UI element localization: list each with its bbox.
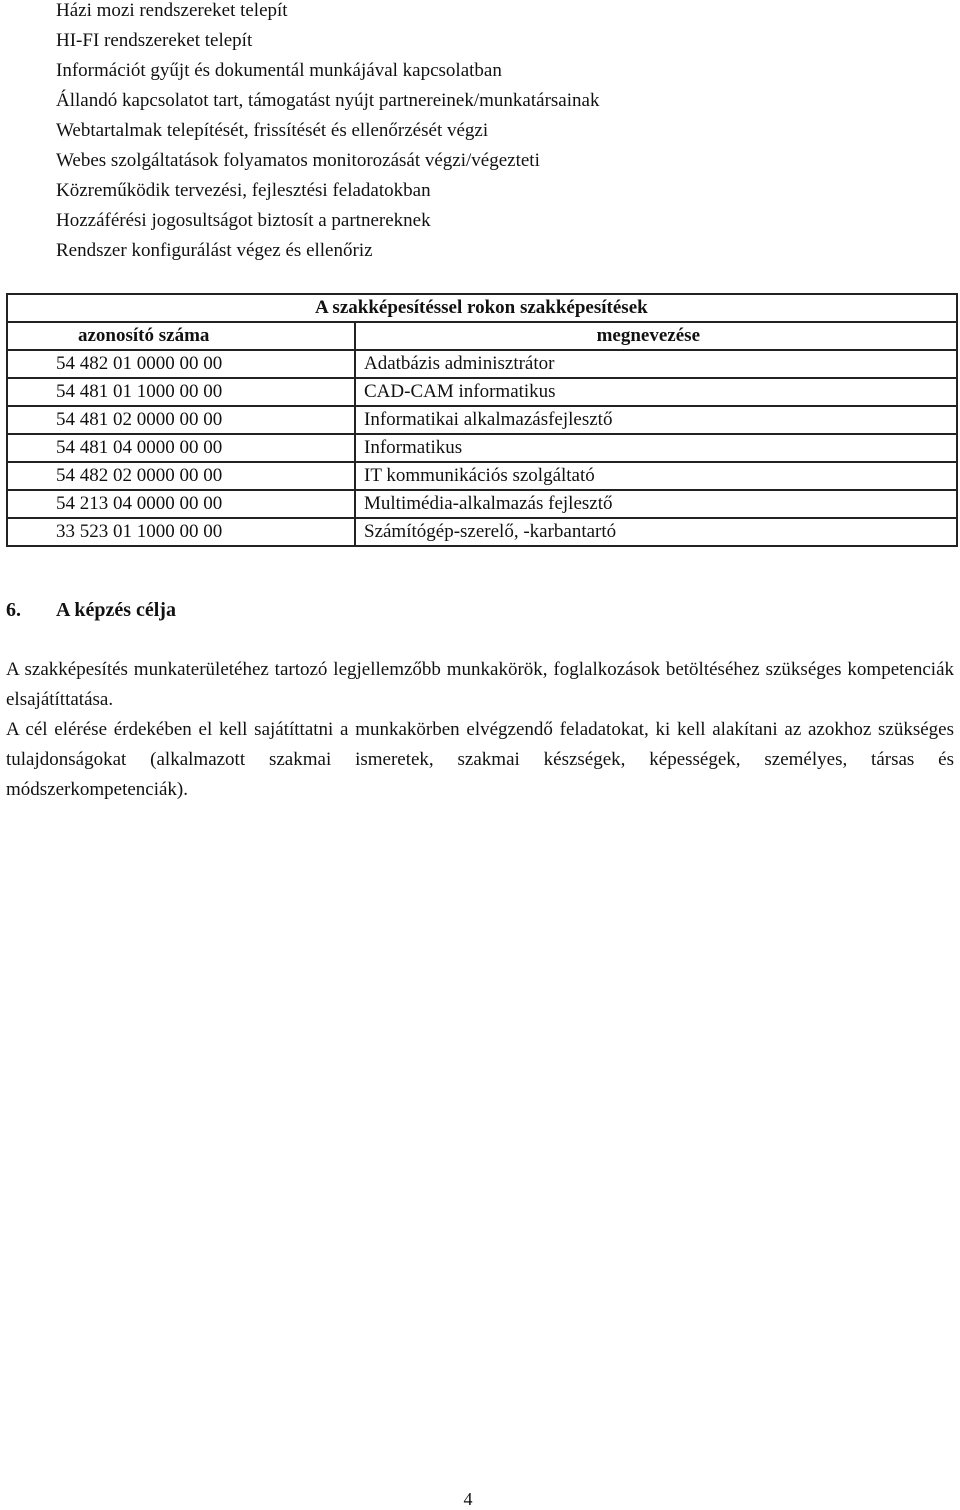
qualification-id: 54 482 01 0000 00 00 — [7, 350, 355, 378]
section-title: A képzés célja — [56, 599, 176, 621]
qualification-id: 54 481 01 1000 00 00 — [7, 378, 355, 406]
task-item: Rendszer konfigurálást végez és ellenőriz — [56, 240, 373, 261]
table-row — [7, 518, 957, 546]
qualification-id: 54 213 04 0000 00 00 — [7, 490, 355, 518]
goal-paragraph: A szakképesítés munkaterületéhez tartozó legjellemzőbb munkakörök, foglalkozások betöltéséhez szükséges kompetenciák elsajátíttatása. — [6, 659, 954, 710]
qualification-id: 33 523 01 1000 00 00 — [7, 518, 355, 546]
qualification-name: CAD-CAM informatikus — [355, 378, 957, 406]
qualification-name: IT kommunikációs szolgáltató — [355, 462, 957, 490]
table-row — [7, 378, 957, 406]
table-title-row — [7, 294, 957, 322]
qualification-name: Informatikai alkalmazásfejlesztő — [355, 406, 957, 434]
column-header-name: megnevezése — [355, 322, 957, 350]
table-title-spacer — [7, 294, 355, 322]
column-header-id: azonosító száma — [7, 322, 355, 350]
task-item: Házi mozi rendszereket telepít — [56, 0, 288, 21]
related-qualifications-table — [6, 293, 958, 547]
task-item: Közreműködik tervezési, fejlesztési feladatokban — [56, 180, 431, 201]
qualification-name: Informatikus — [355, 434, 957, 462]
task-list — [56, 0, 599, 266]
qualification-name: Számítógép-szerelő, -karbantartó — [355, 518, 957, 546]
task-item: HI-FI rendszereket telepít — [56, 30, 253, 51]
table-row — [7, 434, 957, 462]
qualification-name: Multimédia-alkalmazás fejlesztő — [355, 490, 957, 518]
task-item: Információt gyűjt és dokumentál munkájával kapcsolatban — [56, 60, 502, 81]
table-row — [7, 350, 957, 378]
table-row — [7, 490, 957, 518]
page-number: 4 — [463, 1489, 473, 1509]
task-item: Állandó kapcsolatot tart, támogatást nyújt partnereinek/munkatársainak — [56, 90, 600, 111]
task-item: Webtartalmak telepítését, frissítését és ellenőrzését végzi — [56, 120, 489, 141]
table-title — [315, 294, 957, 322]
table-row — [7, 462, 957, 490]
section-heading — [6, 596, 176, 624]
qualification-id: 54 481 02 0000 00 00 — [7, 406, 355, 434]
table-title-text: A szakképesítéssel rokon szakképesítések — [315, 297, 648, 318]
goal-paragraph: A cél elérése érdekében el kell sajátíttatni a munkakörben elvégzendő feladatokat, ki kell alakítani az azokhoz szükséges tulajdonságokat (alkalmazott szakmai ismeretek, szakmai készségek, képességek, személyes, társas és módszerkompetenciák). — [6, 719, 954, 800]
table-header-row — [7, 322, 957, 350]
qualification-id: 54 482 02 0000 00 00 — [7, 462, 355, 490]
table-row — [7, 406, 957, 434]
task-item: Hozzáférési jogosultságot biztosít a partnereknek — [56, 210, 431, 231]
qualification-name: Adatbázis adminisztrátor — [355, 350, 957, 378]
section-number: 6. — [6, 599, 21, 621]
task-item: Webes szolgáltatások folyamatos monitorozását végzi/végezteti — [56, 150, 540, 171]
qualification-id: 54 481 04 0000 00 00 — [7, 434, 355, 462]
